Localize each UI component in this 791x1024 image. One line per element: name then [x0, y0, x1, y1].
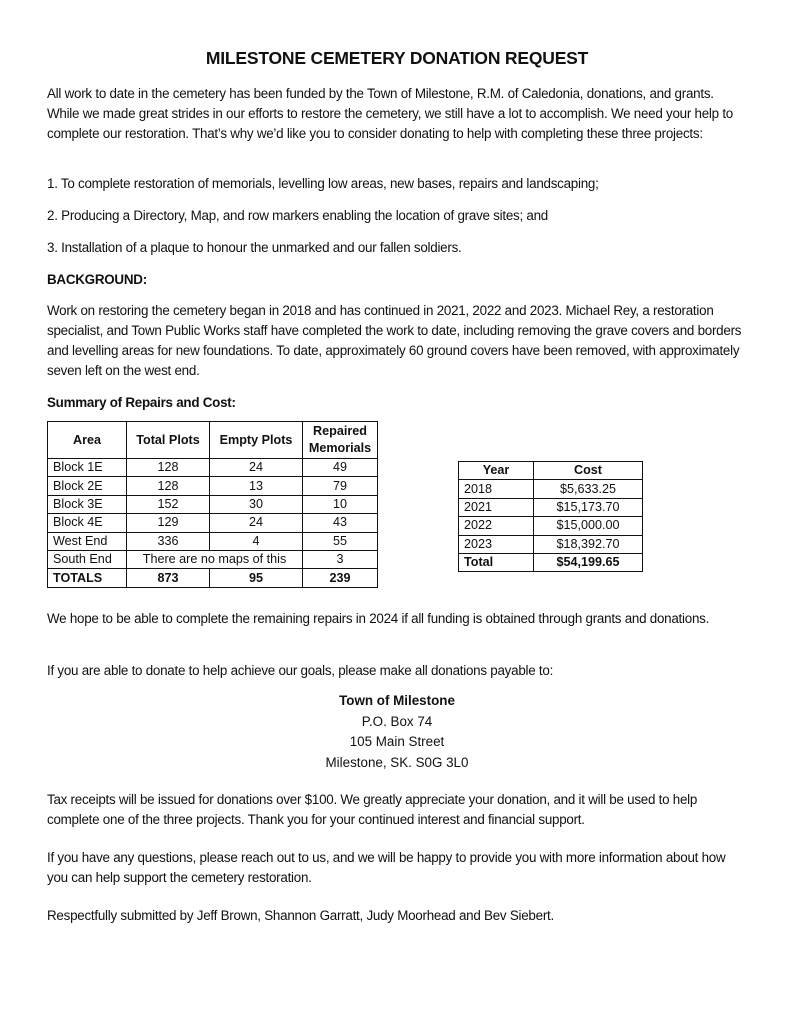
table-row [48, 459, 378, 477]
table-row-south-end [48, 550, 378, 568]
background-heading: BACKGROUND: [47, 272, 147, 287]
cell-empty: 24 [210, 459, 303, 477]
cell-year: 2022 [459, 517, 534, 535]
cell-area: Block 2E [48, 477, 127, 495]
header-year: Year [459, 462, 534, 480]
table-row [459, 535, 643, 553]
cell-cost: $18,392.70 [534, 535, 643, 553]
address-line-1: P.O. Box 74 [361, 713, 433, 729]
cell-area: South End [48, 550, 127, 568]
cell-repaired: 10 [303, 495, 378, 513]
hope-paragraph: We hope to be able to complete the remaining repairs in 2024 if all funding is obtained through grants and donations. [47, 611, 710, 626]
cell-empty: 24 [210, 514, 303, 532]
header-area: Area [48, 422, 127, 459]
cell-no-maps-note: There are no maps of this [127, 550, 303, 568]
table-row [459, 480, 643, 498]
cell-cost: $15,173.70 [534, 498, 643, 516]
cell-area: Block 3E [48, 495, 127, 513]
project-item-2: 2. Producing a Directory, Map, and row markers enabling the location of grave sites; and [47, 208, 548, 223]
cell-empty: 4 [210, 532, 303, 550]
cell-total-label: Total [459, 553, 534, 571]
document-title: MILESTONE CEMETERY DONATION REQUEST [205, 48, 589, 68]
signoff: Respectfully submitted by Jeff Brown, Shannon Garratt, Judy Moorhead and Bev Siebert. [47, 908, 554, 923]
plots-table [47, 421, 378, 588]
cell-totals-empty: 95 [210, 569, 303, 587]
cell-year: 2023 [459, 535, 534, 553]
cell-area: Block 4E [48, 514, 127, 532]
cell-total: 128 [127, 459, 210, 477]
table-row [459, 517, 643, 535]
cost-table-header [459, 462, 643, 480]
cell-total-cost: $54,199.65 [534, 553, 643, 571]
cell-area: West End [48, 532, 127, 550]
summary-heading: Summary of Repairs and Cost: [47, 395, 236, 410]
table-row [48, 514, 378, 532]
questions-paragraph: If you have any questions, please reach out to us, and we will be happy to provide you with more information about how you can help support the cemetery restoration. [47, 850, 726, 885]
address-line-3: Milestone, SK. S0G 3L0 [325, 754, 469, 770]
cell-repaired: 3 [303, 550, 378, 568]
table-row [48, 495, 378, 513]
address-line-2: 105 Main Street [349, 734, 445, 749]
cell-repaired: 55 [303, 532, 378, 550]
cell-total: 129 [127, 514, 210, 532]
project-item-1: 1. To complete restoration of memorials, levelling low areas, new bases, repairs and landscaping; [47, 176, 599, 191]
header-repaired-memorials: Repaired Memorials [303, 422, 378, 459]
cell-totals-total: 873 [127, 569, 210, 587]
cell-empty: 13 [210, 477, 303, 495]
mailing-address [47, 691, 747, 773]
address-name: Town of Milestone [339, 693, 455, 708]
cell-total: 336 [127, 532, 210, 550]
cell-repaired: 79 [303, 477, 378, 495]
cost-table [458, 461, 643, 572]
cell-empty: 30 [210, 495, 303, 513]
cell-year: 2018 [459, 480, 534, 498]
intro-paragraph: All work to date in the cemetery has been funded by the Town of Milestone, R.M. of Caledonia, donations, and grants. While we made great strides in our efforts to restore the cemetery, we still have a lot to accomplish. We need your help to complete our restoration. That’s why we’d like you to consider donating to help with completing these three projects: [47, 86, 733, 141]
cell-repaired: 49 [303, 459, 378, 477]
tax-paragraph: Tax receipts will be issued for donations over $100. We greatly appreciate your donation, and it will be used to help complete one of the three projects. Thank you for your continued interest and financial support. [47, 792, 698, 827]
background-paragraph: Work on restoring the cemetery began in 2018 and has continued in 2021, 2022 and 2023. Michael Rey, a restoration specialist, and Town Public Works staff have completed the work to date, including removing the grave covers and borders and levelling areas for new foundations. To date, approximately 60 ground covers have been removed, with approximately seven left on the west end. [47, 303, 742, 378]
cell-total: 128 [127, 477, 210, 495]
table-row [48, 477, 378, 495]
cell-cost: $5,633.25 [534, 480, 643, 498]
payable-paragraph: If you are able to donate to help achieve our goals, please make all donations payable to: [47, 663, 554, 678]
table-row-totals [48, 569, 378, 587]
cell-area: Block 1E [48, 459, 127, 477]
cell-cost: $15,000.00 [534, 517, 643, 535]
header-cost: Cost [534, 462, 643, 480]
cell-totals-label: TOTALS [48, 569, 127, 587]
cell-year: 2021 [459, 498, 534, 516]
cell-totals-repaired: 239 [303, 569, 378, 587]
plots-table-header [48, 422, 378, 459]
table-row [459, 498, 643, 516]
table-row [48, 532, 378, 550]
project-item-3: 3. Installation of a plaque to honour the unmarked and our fallen soldiers. [47, 240, 462, 255]
header-total-plots: Total Plots [127, 422, 210, 459]
cell-total: 152 [127, 495, 210, 513]
table-row-total [459, 553, 643, 571]
cell-repaired: 43 [303, 514, 378, 532]
header-empty-plots: Empty Plots [210, 422, 303, 459]
